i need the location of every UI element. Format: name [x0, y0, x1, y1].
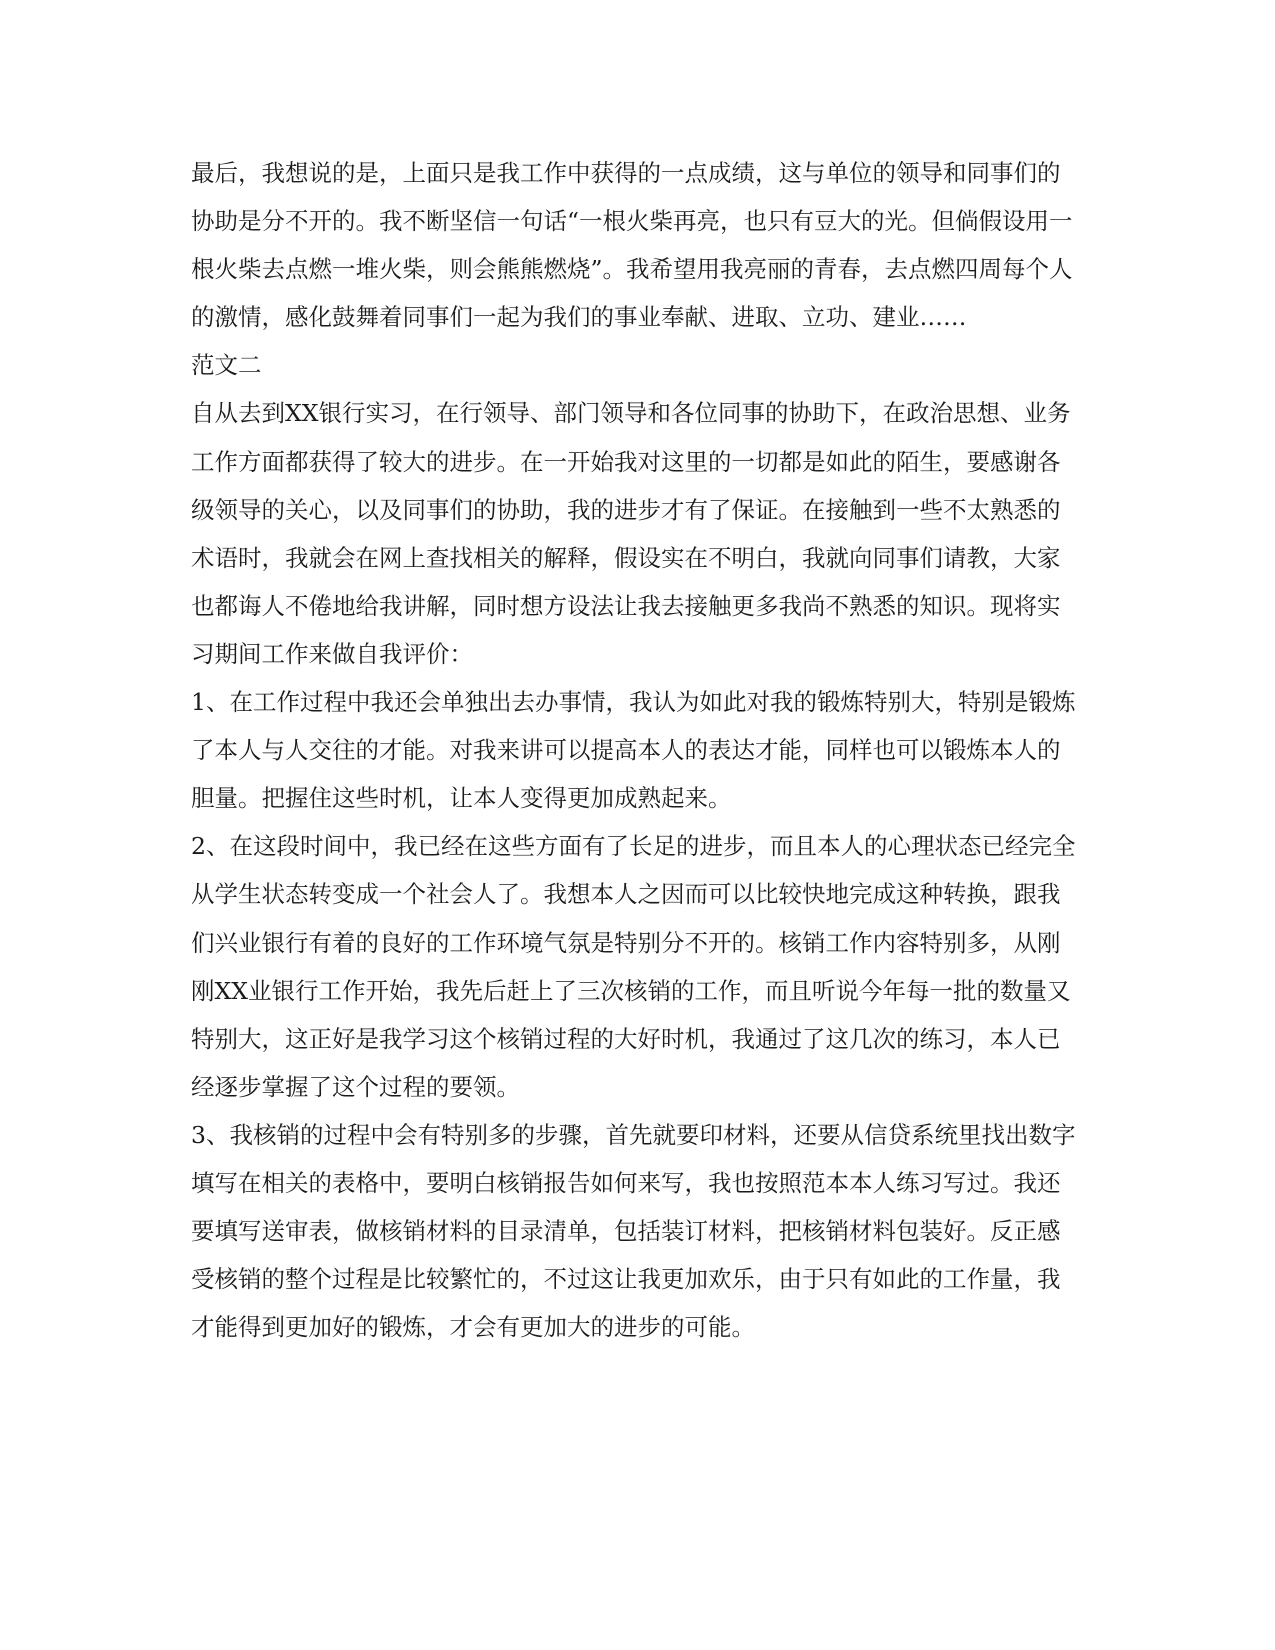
paragraph-point-3: 3、我核销的过程中会有特别多的步骤，首先就要印材料，还要从信贷系统里找出数字填写在相关的表格中，要明白核销报告如何来写，我也按照范本本人练习写过。我还要填写送审表，做核销材料的目录清单，包括装订材料，把核销材料包装好。反正感受核销的整个过程是比较繁忙的，不过这让我更加欢乐，由于只有如此的工作量，我才能得到更加好的锻炼，才会有更加大的进步的可能。 — [191, 1120, 1076, 1342]
paragraph-intro: 自从去到XX银行实习，在行领导、部门领导和各位同事的协助下，在政治思想、业务工作方面都获得了较大的进步。在一开始我对这里的一切都是如此的陌生，要感谢各级领导的关心，以及同事们的协助，我的进步才有了保证。在接触到一些不太熟悉的术语时，我就会在网上查找相关的解释，假设实在不明白，我就向同事们请教，大家也都诲人不倦地给我讲解，同时想方设法让我去接触更多我尚不熟悉的知识。现将实习期间工作来做自我评价： — [191, 399, 1071, 668]
paragraph-point-2: 2、在这段时间中，我已经在这些方面有了长足的进步，而且本人的心理状态已经完全从学生状态转变成一个社会人了。我想本人之因而可以比较快地完成这种转换，跟我们兴业银行有着的良好的工作环境气氛是特别分不开的。核销工作内容特别多，从刚刚XX业银行工作开始，我先后赶上了三次核销的工作，而且听说今年每一批的数量又特别大，这正好是我学习这个核销过程的大好时机，我通过了这几次的练习，本人已经逐步掌握了这个过程的要领。 — [191, 832, 1076, 1101]
paragraph-closing: 最后，我想说的是，上面只是我工作中获得的一点成绩，这与单位的领导和同事们的协助是分不开的。我不断坚信一句话“一根火柴再亮，也只有豆大的光。但倘假设用一根火柴去点燃一堆火柴，则会熊熊燃烧”。我希望用我亮丽的青春，去点燃四周每个人的激情，感化鼓舞着同事们一起为我们的事业奉献、进取、立功、建业…… — [191, 159, 1073, 332]
document-body — [191, 149, 1081, 1351]
section-heading-sample-two: 范文二 — [191, 351, 262, 380]
paragraph-point-1: 1、在工作过程中我还会单独出去办事情，我认为如此对我的锻炼特别大，特别是锻炼了本人与人交往的才能。对我来讲可以提高本人的表达才能，同样也可以锻炼本人的胆量。把握住这些时机，让本人变得更加成熟起来。 — [191, 688, 1076, 813]
